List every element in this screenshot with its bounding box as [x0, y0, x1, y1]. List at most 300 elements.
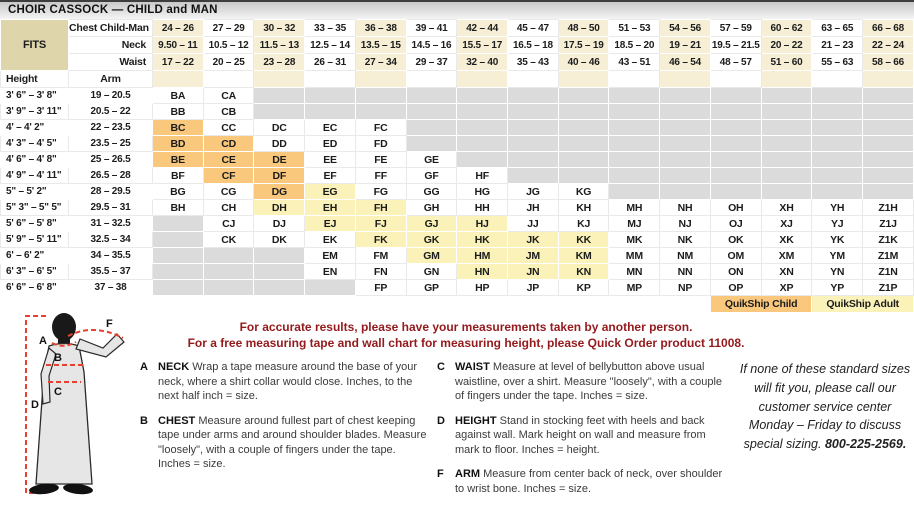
unavailable-cell	[558, 88, 609, 104]
size-cell-BA: BA	[153, 88, 204, 104]
label-waist-c: C	[54, 386, 62, 398]
table-row	[1, 232, 914, 248]
size-cell-XN: XN	[761, 264, 812, 280]
instruction-height	[437, 414, 733, 458]
size-cell-GP: GP	[406, 280, 457, 296]
unavailable-cell	[710, 88, 761, 104]
header-waist-label: Waist	[69, 54, 153, 71]
size-cell-NJ: NJ	[660, 216, 711, 232]
unavailable-cell	[761, 184, 812, 200]
size-cell-EF: EF	[305, 168, 356, 184]
unavailable-cell	[761, 120, 812, 136]
instruction-text: ARM Measure from center back of neck, over shoulder to wrist bone. Inches = size.	[455, 468, 723, 495]
unavailable-cell	[406, 136, 457, 152]
size-cell-YP: YP	[812, 280, 863, 296]
header-chest-range: 39 – 41	[406, 20, 457, 37]
empty-header-cell	[355, 71, 406, 88]
unavailable-cell	[508, 88, 559, 104]
header-chest-range: 60 – 62	[761, 20, 812, 37]
header-waist-range: 35 – 43	[508, 54, 559, 71]
table-row	[1, 200, 914, 216]
instruction-term: HEIGHT	[455, 414, 497, 427]
arm-range: 37 – 38	[69, 280, 153, 296]
height-range: 5" 3" – 5" 5"	[1, 200, 69, 216]
instruction-neck	[140, 360, 428, 404]
size-cell-XH: XH	[761, 200, 812, 216]
size-cell-DJ: DJ	[254, 216, 305, 232]
height-range: 6' 3" – 6' 5"	[1, 264, 69, 280]
unavailable-cell	[153, 280, 204, 296]
size-cell-EC: EC	[305, 120, 356, 136]
size-cell-DE: DE	[254, 152, 305, 168]
instruction-letter: F	[437, 468, 444, 481]
header-waist-range: 20 – 25	[203, 54, 254, 71]
unavailable-cell	[305, 280, 356, 296]
size-cell-Z1M: Z1M	[863, 248, 914, 264]
empty-header-cell	[457, 71, 508, 88]
size-cell-MP: MP	[609, 280, 660, 296]
label-height-d: D	[31, 399, 39, 411]
unavailable-cell	[508, 168, 559, 184]
unavailable-cell	[812, 152, 863, 168]
header-waist-range: 43 – 51	[609, 54, 660, 71]
size-cell-YM: YM	[812, 248, 863, 264]
quikship-child-legend: QuikShip Child	[710, 296, 811, 313]
header-neck-range: 20 – 22	[761, 37, 812, 54]
header-waist-range: 58 – 66	[863, 54, 914, 71]
unavailable-cell	[305, 104, 356, 120]
unavailable-cell	[153, 216, 204, 232]
height-range: 5" – 5' 2"	[1, 184, 69, 200]
unavailable-cell	[710, 184, 761, 200]
table-row	[1, 280, 914, 296]
label-chest-b: B	[54, 352, 62, 364]
size-cell-CE: CE	[203, 152, 254, 168]
instruction-term: CHEST	[158, 414, 196, 427]
unavailable-cell	[660, 120, 711, 136]
header-neck-range: 22 – 24	[863, 37, 914, 54]
header-neck-label: Neck	[69, 37, 153, 54]
size-chart-table	[0, 19, 914, 313]
empty-header-cell	[812, 71, 863, 88]
header-neck-range: 13.5 – 15	[355, 37, 406, 54]
size-cell-Z1H: Z1H	[863, 200, 914, 216]
unavailable-cell	[254, 104, 305, 120]
size-cell-EH: EH	[305, 200, 356, 216]
size-cell-BB: BB	[153, 104, 204, 120]
size-cell-YN: YN	[812, 264, 863, 280]
header-chest-range: 27 – 29	[203, 20, 254, 37]
size-cell-NN: NN	[660, 264, 711, 280]
size-cell-CA: CA	[203, 88, 254, 104]
unavailable-cell	[710, 136, 761, 152]
size-cell-FM: FM	[355, 248, 406, 264]
instructions-column-2	[437, 360, 733, 506]
header-neck-range: 18.5 – 20	[609, 37, 660, 54]
header-waist-range: 40 – 46	[558, 54, 609, 71]
unavailable-cell	[254, 280, 305, 296]
arm-column-label: Arm	[69, 71, 153, 88]
instruction-text: HEIGHT Stand in stocking feet with heels and back against wall. Mark height on wall and measure from mark to floor. Inches = height.	[455, 414, 706, 456]
unavailable-cell	[660, 152, 711, 168]
unavailable-cell	[812, 88, 863, 104]
size-cell-CG: CG	[203, 184, 254, 200]
instruction-letter: D	[437, 414, 445, 427]
header-chest-label: Chest Child-Man	[69, 20, 153, 37]
unavailable-cell	[609, 88, 660, 104]
unavailable-cell	[457, 120, 508, 136]
unavailable-cell	[508, 104, 559, 120]
measurement-diagram	[2, 312, 137, 507]
size-cell-FG: FG	[355, 184, 406, 200]
size-cell-OH: OH	[710, 200, 761, 216]
unavailable-cell	[863, 184, 914, 200]
accuracy-note-line2: For a free measuring tape and wall chart for measuring height, please Quick Order product 11008.	[187, 336, 745, 351]
size-cell-KH: KH	[558, 200, 609, 216]
size-cell-DC: DC	[254, 120, 305, 136]
unavailable-cell	[305, 88, 356, 104]
size-cell-CB: CB	[203, 104, 254, 120]
size-cell-GN: GN	[406, 264, 457, 280]
size-cell-NH: NH	[660, 200, 711, 216]
size-cell-GH: GH	[406, 200, 457, 216]
header-chest-range: 51 – 53	[609, 20, 660, 37]
size-cell-MM: MM	[609, 248, 660, 264]
size-cell-KG: KG	[558, 184, 609, 200]
header-chest-range: 30 – 32	[254, 20, 305, 37]
instruction-term: NECK	[158, 361, 190, 373]
size-cell-KN: KN	[558, 264, 609, 280]
size-cell-FN: FN	[355, 264, 406, 280]
height-range: 4' 9" – 4' 11"	[1, 168, 69, 184]
empty-header-cell	[609, 71, 660, 88]
table-row	[1, 136, 914, 152]
size-cell-GK: GK	[406, 232, 457, 248]
size-cell-EE: EE	[305, 152, 356, 168]
unavailable-cell	[558, 104, 609, 120]
header-waist-range: 55 – 63	[812, 54, 863, 71]
unavailable-cell	[558, 168, 609, 184]
header-neck-range: 11.5 – 13	[254, 37, 305, 54]
size-cell-CJ: CJ	[203, 216, 254, 232]
empty-header-cell	[203, 71, 254, 88]
empty-header-cell	[863, 71, 914, 88]
empty-header-cell	[406, 71, 457, 88]
size-cell-MJ: MJ	[609, 216, 660, 232]
arm-range: 35.5 – 37	[69, 264, 153, 280]
unavailable-cell	[406, 88, 457, 104]
height-range: 3' 9" – 3' 11"	[1, 104, 69, 120]
table-row	[1, 120, 914, 136]
unavailable-cell	[457, 136, 508, 152]
size-cell-GJ: GJ	[406, 216, 457, 232]
size-cell-Z1P: Z1P	[863, 280, 914, 296]
header-chest-range: 63 – 65	[812, 20, 863, 37]
size-cell-CD: CD	[203, 136, 254, 152]
size-cell-NP: NP	[660, 280, 711, 296]
unavailable-cell	[863, 152, 914, 168]
empty-header-cell	[254, 71, 305, 88]
header-chest-range: 42 – 44	[457, 20, 508, 37]
size-cell-JG: JG	[508, 184, 559, 200]
empty-header-cell	[508, 71, 559, 88]
size-cell-XK: XK	[761, 232, 812, 248]
empty-header-cell	[761, 71, 812, 88]
size-cell-YK: YK	[812, 232, 863, 248]
height-column-label: Height	[1, 71, 69, 88]
header-waist-range: 46 – 54	[660, 54, 711, 71]
size-cell-FE: FE	[355, 152, 406, 168]
size-cell-GF: GF	[406, 168, 457, 184]
size-cell-DF: DF	[254, 168, 305, 184]
unavailable-cell	[254, 88, 305, 104]
table-row	[1, 216, 914, 232]
size-cell-JN: JN	[508, 264, 559, 280]
unavailable-cell	[863, 120, 914, 136]
size-cell-YH: YH	[812, 200, 863, 216]
height-range: 4' – 4' 2"	[1, 120, 69, 136]
empty-header-cell	[710, 71, 761, 88]
table-row	[1, 264, 914, 280]
size-cell-OJ: OJ	[710, 216, 761, 232]
label-arm-f: F	[106, 318, 113, 330]
size-cell-KP: KP	[558, 280, 609, 296]
unavailable-cell	[660, 88, 711, 104]
header-waist-range: 27 – 34	[355, 54, 406, 71]
size-cell-BE: BE	[153, 152, 204, 168]
unavailable-cell	[609, 184, 660, 200]
unavailable-cell	[710, 120, 761, 136]
size-cell-HK: HK	[457, 232, 508, 248]
table-row	[1, 184, 914, 200]
instruction-arm	[437, 467, 733, 496]
figure-head	[52, 313, 76, 341]
unavailable-cell	[457, 88, 508, 104]
height-range: 6' – 6' 2"	[1, 248, 69, 264]
unavailable-cell	[660, 136, 711, 152]
unavailable-cell	[609, 136, 660, 152]
unavailable-cell	[812, 104, 863, 120]
size-cell-EK: EK	[305, 232, 356, 248]
instruction-text: WAIST Measure at level of bellybutton above usual waistline, over a shirt. Measure "loosely", with a couple of fingers under the tape. Inches = size.	[455, 361, 723, 403]
arm-range: 28 – 29.5	[69, 184, 153, 200]
header-neck-range: 14.5 – 16	[406, 37, 457, 54]
unavailable-cell	[153, 248, 204, 264]
fits-label: FITS	[1, 20, 69, 71]
unavailable-cell	[812, 184, 863, 200]
size-cell-BC: BC	[153, 120, 204, 136]
unavailable-cell	[254, 248, 305, 264]
size-cell-Z1K: Z1K	[863, 232, 914, 248]
header-chest-range: 54 – 56	[660, 20, 711, 37]
unavailable-cell	[558, 136, 609, 152]
unavailable-cell	[761, 152, 812, 168]
unavailable-cell	[153, 264, 204, 280]
unavailable-cell	[153, 232, 204, 248]
arm-range: 29.5 – 31	[69, 200, 153, 216]
table-row	[1, 168, 914, 184]
instruction-chest	[140, 414, 428, 472]
height-range: 5' 9" – 5' 11"	[1, 232, 69, 248]
unavailable-cell	[457, 152, 508, 168]
empty-header-cell	[305, 71, 356, 88]
table-row	[1, 88, 914, 104]
size-cell-JH: JH	[508, 200, 559, 216]
size-cell-EJ: EJ	[305, 216, 356, 232]
unavailable-cell	[254, 264, 305, 280]
header-neck-range: 9.50 – 11	[153, 37, 204, 54]
instruction-text: NECK Wrap a tape measure around the base of your neck, where a shirt collar would close. Inches, to the next half inch = size.	[158, 361, 418, 403]
figure-arm-raised	[76, 334, 124, 357]
size-cell-FF: FF	[355, 168, 406, 184]
instruction-letter: C	[437, 361, 445, 373]
special-sizing-note	[738, 360, 912, 454]
unavailable-cell	[710, 104, 761, 120]
header-chest-range: 66 – 68	[863, 20, 914, 37]
header-chest-range: 24 – 26	[153, 20, 204, 37]
unavailable-cell	[558, 120, 609, 136]
unavailable-cell	[355, 104, 406, 120]
label-neck-a: A	[39, 335, 47, 347]
header-neck-range: 19.5 – 21.5	[710, 37, 761, 54]
unavailable-cell	[812, 120, 863, 136]
size-cell-FJ: FJ	[355, 216, 406, 232]
unavailable-cell	[508, 120, 559, 136]
height-range: 4' 3" – 4' 5"	[1, 136, 69, 152]
size-cell-MH: MH	[609, 200, 660, 216]
unavailable-cell	[609, 104, 660, 120]
arm-range: 25 – 26.5	[69, 152, 153, 168]
table-row	[1, 152, 914, 168]
size-cell-FD: FD	[355, 136, 406, 152]
unavailable-cell	[203, 248, 254, 264]
size-cell-JM: JM	[508, 248, 559, 264]
unavailable-cell	[660, 184, 711, 200]
legend-spacer	[1, 296, 711, 313]
height-range: 3' 6" – 3' 8"	[1, 88, 69, 104]
header-neck-range: 12.5 – 14	[305, 37, 356, 54]
size-cell-CF: CF	[203, 168, 254, 184]
header-chest-range: 48 – 50	[558, 20, 609, 37]
height-range: 5' 6" – 5' 8"	[1, 216, 69, 232]
unavailable-cell	[710, 152, 761, 168]
size-cell-CH: CH	[203, 200, 254, 216]
size-cell-KK: KK	[558, 232, 609, 248]
header-waist-range: 48 – 57	[710, 54, 761, 71]
instruction-text: CHEST Measure around fullest part of chest keeping tape under arms and around shoulder blades. Measure "loosely", with a couple of fingers under the tape. Inches = size.	[158, 414, 427, 471]
arm-range: 22 – 23.5	[69, 120, 153, 136]
table-row	[1, 104, 914, 120]
size-cell-GE: GE	[406, 152, 457, 168]
unavailable-cell	[812, 136, 863, 152]
accuracy-notes	[138, 319, 794, 351]
unavailable-cell	[761, 88, 812, 104]
size-cell-DD: DD	[254, 136, 305, 152]
instruction-waist	[437, 360, 733, 404]
size-cell-KJ: KJ	[558, 216, 609, 232]
unavailable-cell	[660, 104, 711, 120]
size-cell-HF: HF	[457, 168, 508, 184]
arm-range: 20.5 – 22	[69, 104, 153, 120]
size-cell-OP: OP	[710, 280, 761, 296]
size-cell-HM: HM	[457, 248, 508, 264]
size-cell-HG: HG	[457, 184, 508, 200]
header-chest-range: 45 – 47	[508, 20, 559, 37]
arm-range: 23.5 – 25	[69, 136, 153, 152]
header-neck-range: 17.5 – 19	[558, 37, 609, 54]
empty-header-cell	[153, 71, 204, 88]
header-neck-range: 15.5 – 17	[457, 37, 508, 54]
instruction-letter: A	[140, 361, 148, 373]
size-cell-HP: HP	[457, 280, 508, 296]
unavailable-cell	[863, 168, 914, 184]
unavailable-cell	[508, 136, 559, 152]
header-neck-range: 19 – 21	[660, 37, 711, 54]
header-waist-range: 51 – 60	[761, 54, 812, 71]
height-range: 4' 6" – 4' 8"	[1, 152, 69, 168]
quikship-adult-legend: QuikShip Adult	[812, 296, 914, 313]
size-cell-Z1N: Z1N	[863, 264, 914, 280]
unavailable-cell	[203, 264, 254, 280]
unavailable-cell	[863, 104, 914, 120]
instruction-term: WAIST	[455, 361, 490, 373]
size-cell-FH: FH	[355, 200, 406, 216]
size-cell-YJ: YJ	[812, 216, 863, 232]
header-chest-range: 57 – 59	[710, 20, 761, 37]
size-cell-BH: BH	[153, 200, 204, 216]
header-neck-range: 16.5 – 18	[508, 37, 559, 54]
header-chest-range: 36 – 38	[355, 20, 406, 37]
unavailable-cell	[203, 280, 254, 296]
arm-range: 19 – 20.5	[69, 88, 153, 104]
header-chest-range: 33 – 35	[305, 20, 356, 37]
arm-range: 34 – 35.5	[69, 248, 153, 264]
size-cell-DK: DK	[254, 232, 305, 248]
page-title: CHOIR CASSOCK — CHILD and MAN	[0, 0, 914, 19]
size-cell-EN: EN	[305, 264, 356, 280]
size-cell-KM: KM	[558, 248, 609, 264]
header-neck-range: 21 – 23	[812, 37, 863, 54]
size-cell-BF: BF	[153, 168, 204, 184]
size-cell-NM: NM	[660, 248, 711, 264]
size-cell-MN: MN	[609, 264, 660, 280]
size-cell-GM: GM	[406, 248, 457, 264]
instruction-term: ARM	[455, 468, 481, 481]
size-cell-MK: MK	[609, 232, 660, 248]
size-cell-BG: BG	[153, 184, 204, 200]
header-waist-range: 32 – 40	[457, 54, 508, 71]
size-cell-ED: ED	[305, 136, 356, 152]
size-cell-XM: XM	[761, 248, 812, 264]
unavailable-cell	[812, 168, 863, 184]
empty-header-cell	[660, 71, 711, 88]
unavailable-cell	[863, 136, 914, 152]
header-neck-range: 10.5 – 12	[203, 37, 254, 54]
unavailable-cell	[660, 168, 711, 184]
unavailable-cell	[609, 152, 660, 168]
customer-service-phone: 800-225-2569.	[824, 437, 907, 451]
unavailable-cell	[406, 104, 457, 120]
header-waist-range: 29 – 37	[406, 54, 457, 71]
unavailable-cell	[457, 104, 508, 120]
size-cell-XJ: XJ	[761, 216, 812, 232]
size-cell-DG: DG	[254, 184, 305, 200]
size-cell-CC: CC	[203, 120, 254, 136]
unavailable-cell	[761, 104, 812, 120]
size-cell-JK: JK	[508, 232, 559, 248]
size-cell-OK: OK	[710, 232, 761, 248]
size-cell-GG: GG	[406, 184, 457, 200]
